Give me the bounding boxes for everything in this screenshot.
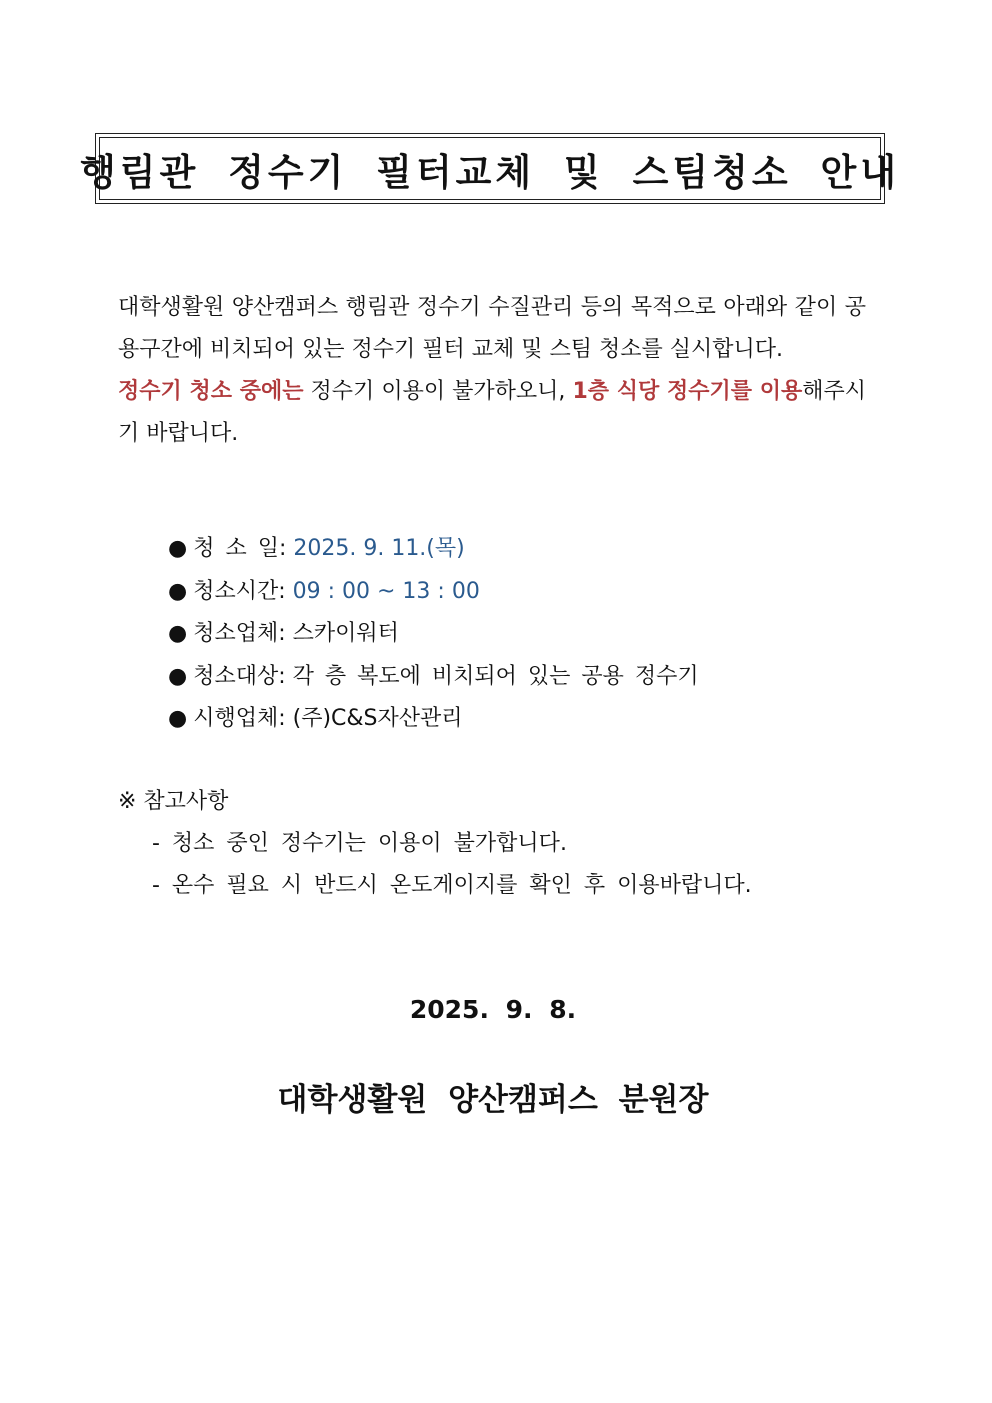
title-box [79,133,901,204]
document-title: 행림관 정수기 필터교체 및 스팀청소 안내 [79,150,901,194]
detail-label: 시행업체: [193,706,286,731]
title-box-inner [79,137,901,200]
bullet-dot-icon: ● [168,621,188,646]
reference-item: - 청소 중인 정수기는 이용이 불가합니다. [152,831,567,856]
detail-value: 2025. 9. 11.(목) [293,536,465,561]
detail-executing-company [168,698,699,741]
notice-highlight-cleaning: 정수기 청소 중에는 [118,379,304,404]
detail-value: 스카이워터 [292,621,399,646]
detail-label: 청소업체: [193,621,286,646]
notice-paragraph [118,371,866,455]
details-list [168,528,699,741]
detail-cleaning-time [168,571,699,614]
bullet-dot-icon: ● [168,536,188,561]
notice-highlight-cafeteria: 1층 식당 정수기를 이용 [572,379,803,404]
signature: 대학생활원 양산캠퍼스 분원장 [277,1082,709,1118]
notice-text-1: 정수기 이용이 불가하오니, [303,379,573,404]
bullet-dot-icon: ● [168,706,188,731]
detail-label: 청소시간: [193,578,286,604]
detail-cleaning-date [168,528,699,571]
detail-cleaning-company [168,613,699,656]
bullet-dot-icon: ● [168,663,188,689]
detail-label: 청소대상: [193,663,286,689]
body-text [118,287,866,455]
reference-item: - 온수 필요 시 반드시 온도게이지를 확인 후 이용바랍니다. [152,873,752,898]
detail-value: 각 층 복도에 비치되어 있는 공용 정수기 [292,663,699,689]
detail-cleaning-target [168,656,699,699]
reference-section [118,781,752,907]
notice-text-2: 해주시기 바랍니다. [118,379,866,446]
detail-value: (주)C&S자산관리 [292,706,463,731]
document-date: 2025. 9. 8. [409,995,577,1024]
intro-paragraph: 대학생활원 양산캠퍼스 행림관 정수기 수질관리 등의 목적으로 아래와 같이 공용구간에 비치되어 있는 정수기 필터 교체 및 스팀 청소를 실시합니다. [118,295,866,362]
detail-value: 09 : 00 ~ 13 : 00 [292,578,480,604]
detail-label: 청 소 일: [193,536,287,561]
reference-heading: ※ 참고사항 [118,789,229,814]
bullet-dot-icon: ● [168,578,188,604]
